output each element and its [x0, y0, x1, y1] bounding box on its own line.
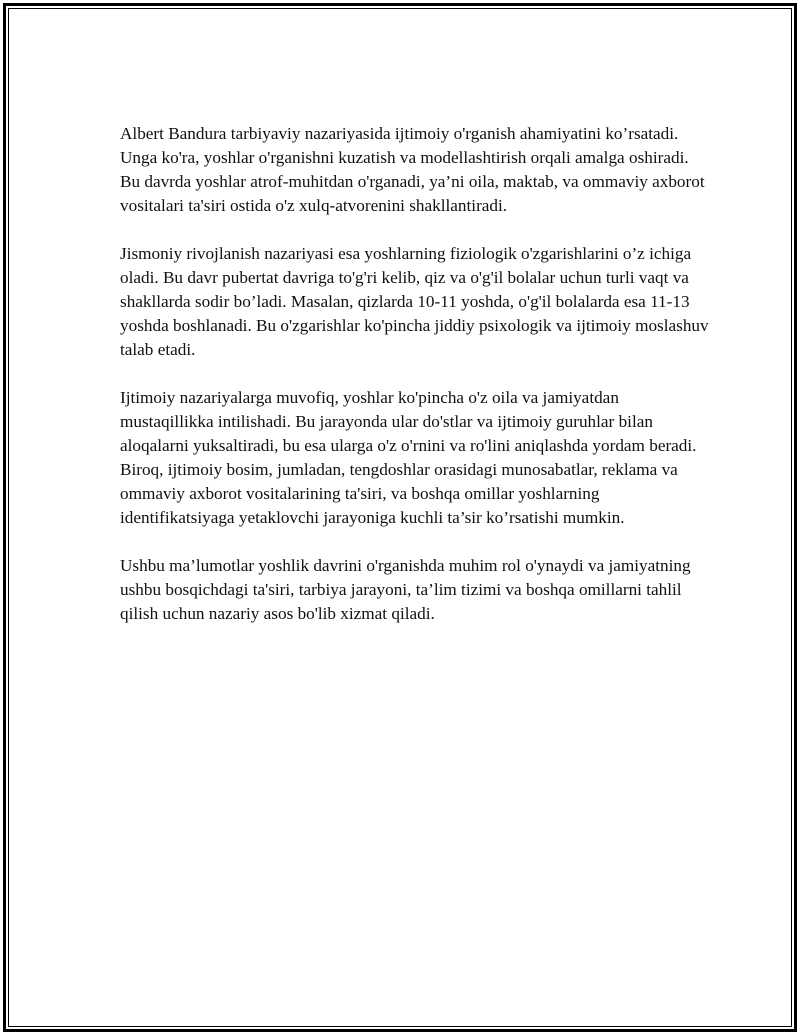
page-border-frame [3, 3, 797, 1032]
paragraph-physical-development: Jismoniy rivojlanish nazariyasi esa yoshlarning fiziologik o'zgarishlarini o’z ichiga oladi. Bu davr pubertat davriga to'g'ri kelib, qiz va o'g'il bolalar uchun turli vaqt va shakllarda sodir bo’ladi. Masalan, qizlarda 10-11 yoshda, o'g'il bolalarda esa 11-13 yoshda boshlanadi. Bu o'zgarishlar ko'pincha jiddiy psixologik va ijtimoiy moslashuv talab etadi. [120, 244, 709, 359]
paragraph-conclusion: Ushbu ma’lumotlar yoshlik davrini o'rganishda muhim rol o'ynaydi va jamiyatning ushbu bosqichdagi ta'siri, tarbiya jarayoni, ta’lim tizimi va boshqa omillarni tahlil qilish uchun nazariy asos bo'lib xizmat qiladi. [120, 556, 691, 623]
paragraph-social-theories: Ijtimoiy nazariyalarga muvofiq, yoshlar ko'pincha o'z oila va jamiyatdan mustaqillikka intilishadi. Bu jarayonda ular do'stlar va ijtimoiy guruhlar bilan aloqalarni yuksaltiradi, bu esa ularga o'z o'rnini va ro'lini aniqlashda yordam beradi. Biroq, ijtimoiy bosim, jumladan, tengdoshlar orasidagi munosabatlar, reklama va ommaviy axborot vositalarining ta'siri, va boshqa omillar yoshlarning identifikatsiyaga yetaklovchi jarayoniga kuchli ta’sir ko’rsatishi mumkin. [120, 388, 697, 527]
paragraph-bandura-theory: Albert Bandura tarbiyaviy nazariyasida ijtimoiy o'rganish ahamiyatini ko’rsatadi. Unga ko'ra, yoshlar o'rganishni kuzatish va modellashtirish orqali amalga oshiradi. Bu davrda yoshlar atrof-muhitdan o'rganadi, ya’ni oila, maktab, va ommaviy axborot vositalari ta'siri ostida o'z xulq-atvorenini shakllantiradi. [120, 124, 705, 215]
document-body [120, 122, 710, 650]
